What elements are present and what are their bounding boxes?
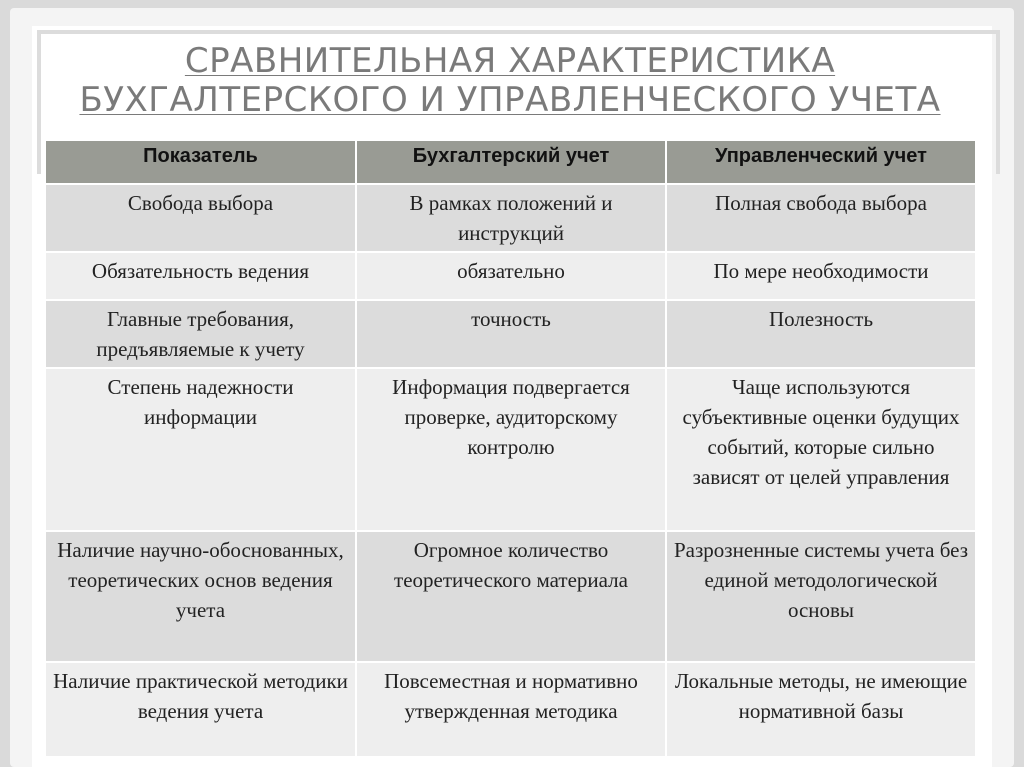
table-row <box>45 184 976 252</box>
cell-accounting: Информация подвергается проверке, аудиторскому контролю <box>356 368 666 531</box>
cell-management: Чаще используются субъективные оценки будущих событий, которые сильно зависят от целей управления <box>666 368 976 531</box>
cell-accounting: обязательно <box>356 252 666 300</box>
table-row <box>45 252 976 300</box>
slide-title-line-1: СРАВНИТЕЛЬНАЯ ХАРАКТЕРИСТИКА <box>184 41 836 81</box>
cell-indicator: Свобода выбора <box>45 184 356 252</box>
cell-management: Разрозненные системы учета без единой методологической основы <box>666 531 976 662</box>
cell-accounting: В рамках положений и инструкций <box>356 184 666 252</box>
comparison-table <box>44 139 977 758</box>
cell-indicator: Наличие научно-обоснованных, теоретических основ ведения учета <box>45 531 356 662</box>
header-accounting: Бухгалтерский учет <box>356 140 666 184</box>
cell-indicator: Обязательность ведения <box>45 252 356 300</box>
table-row <box>45 300 976 368</box>
slide-title-line-2: БУХГАЛТЕРСКОГО И УПРАВЛЕНЧЕСКОГО УЧЕТА <box>79 80 941 120</box>
cell-indicator: Главные требования, предъявляемые к учету <box>45 300 356 368</box>
table-row <box>45 531 976 662</box>
cell-indicator: Степень надежности информации <box>45 368 356 531</box>
cell-accounting: Повсеместная и нормативно утвержденная методика <box>356 662 666 757</box>
cell-management: Полезность <box>666 300 976 368</box>
cell-accounting: точность <box>356 300 666 368</box>
cell-indicator: Наличие практической методики ведения учета <box>45 662 356 757</box>
cell-management: Локальные методы, не имеющие нормативной базы <box>666 662 976 757</box>
header-indicator: Показатель <box>45 140 356 184</box>
table-row <box>45 662 976 757</box>
slide-title <box>60 42 960 120</box>
cell-management: По мере необходимости <box>666 252 976 300</box>
table-header-row <box>45 140 976 184</box>
table-row <box>45 368 976 531</box>
cell-management: Полная свобода выбора <box>666 184 976 252</box>
header-management: Управленческий учет <box>666 140 976 184</box>
cell-accounting: Огромное количество теоретического материала <box>356 531 666 662</box>
